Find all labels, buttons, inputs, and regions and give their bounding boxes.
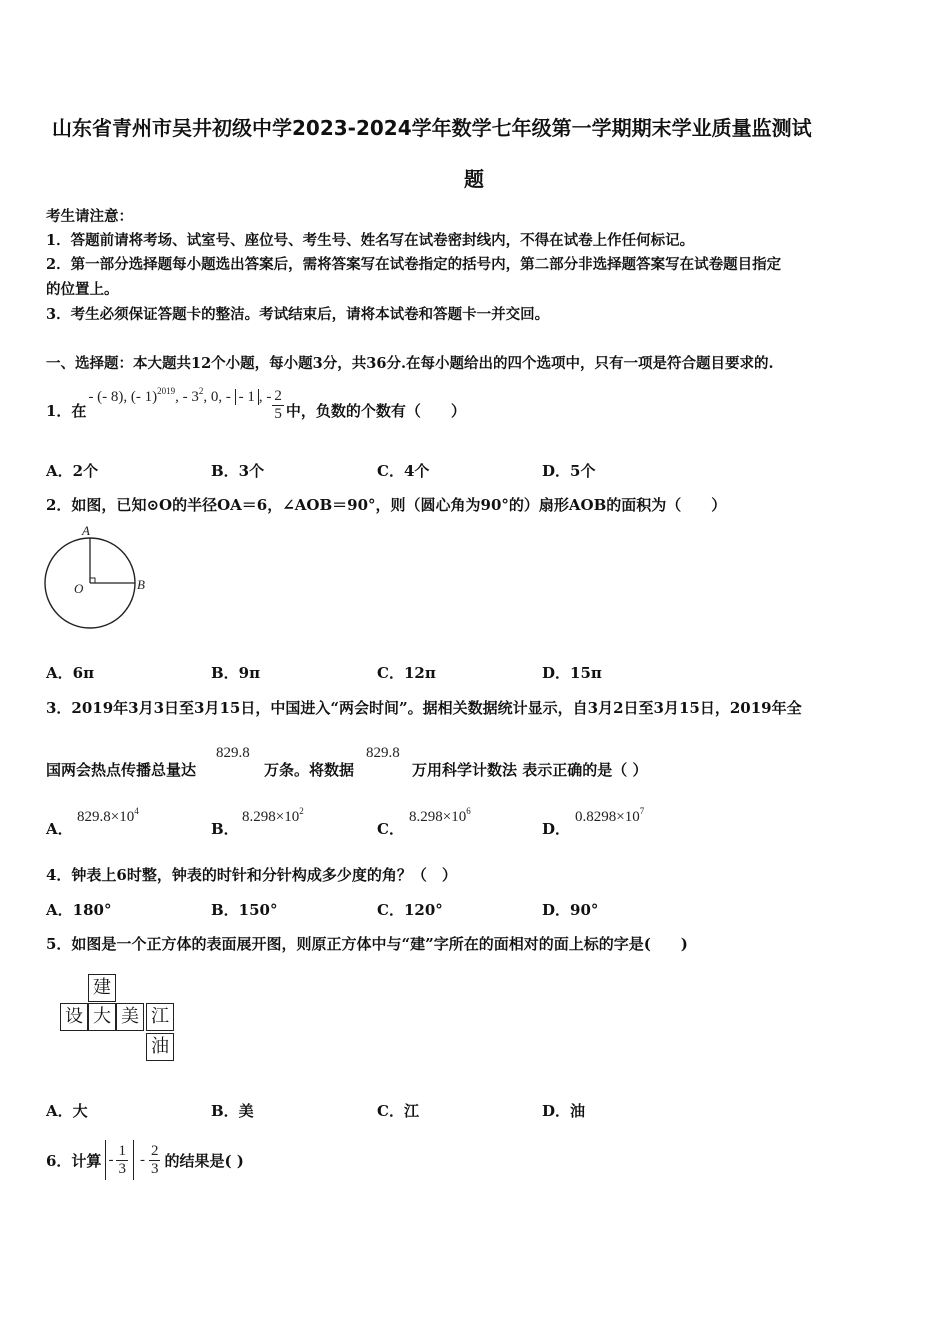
page-title: 山东省青州市吴井初级中学2023-2024学年数学七年级第一学期期末学业质量监测试	[52, 116, 812, 140]
cube-face-jiang: 江	[146, 1003, 174, 1031]
question-5: 5．如图是一个正方体的表面展开图，则原正方体中与“建”字所在的面相对的面上标的字是( )	[46, 935, 688, 953]
q3-line2-b: 万条。将数据	[264, 761, 355, 779]
q1-option-a[interactable]: A．2个	[46, 462, 99, 480]
question-1	[46, 380, 466, 430]
notice-item-1: 1．答题前请将考场、试室号、座位号、考生号、姓名写在试卷密封线内，不得在试卷上作任何标记。	[46, 232, 695, 249]
q6-fraction-1	[116, 1143, 128, 1177]
q1-option-d[interactable]: D．5个	[542, 462, 596, 480]
q3-option-d-exp: 7	[639, 806, 645, 816]
page-title-continued: 题	[464, 167, 484, 191]
q4-option-d[interactable]: D．90°	[542, 901, 599, 919]
q3-option-a-exp: 4	[134, 806, 139, 816]
q6-minus-2: -	[139, 1151, 145, 1168]
q6-fraction-2	[149, 1143, 161, 1177]
q5-option-a[interactable]: A．大	[46, 1102, 88, 1120]
cube-face-jian: 建	[88, 974, 116, 1002]
q6-suffix: 的结果是( )	[164, 1151, 244, 1170]
q2-option-d[interactable]: D．15π	[542, 664, 602, 682]
q2-option-a[interactable]: A．6π	[46, 664, 95, 682]
notice-heading: 考生请注意：	[46, 208, 133, 225]
q2-circle-figure	[40, 522, 160, 634]
q4-option-b[interactable]: B．150°	[211, 901, 278, 919]
cube-face-da: 大	[88, 1003, 116, 1031]
q3-option-c-label[interactable]: C．	[377, 820, 404, 838]
q3-number-1: 829.8	[216, 745, 250, 761]
question-2: 2．如图，已知⊙O的半径OA＝6，∠AOB＝90°，则（圆心角为90°的）扇形AOB的面积为（ ）	[46, 496, 727, 514]
q3-option-a-label[interactable]: A．	[46, 820, 73, 838]
q1-expr-d: , -	[258, 389, 272, 405]
q5-option-d[interactable]: D．油	[542, 1102, 586, 1120]
label-b: B	[137, 577, 145, 592]
q3-option-a-value[interactable]	[77, 806, 139, 826]
cube-face-you: 油	[146, 1033, 174, 1061]
q4-option-c[interactable]: C．120°	[377, 901, 443, 919]
q4-option-a[interactable]: A．180°	[46, 901, 112, 919]
q6-den-1: 3	[118, 1160, 126, 1177]
q3-option-b-label[interactable]: B．	[211, 820, 239, 838]
q3-option-c-base: 8.298×10	[409, 809, 467, 825]
q3-option-b-base: 8.298×10	[242, 809, 300, 825]
q3-option-d-base: 0.8298×10	[575, 809, 640, 825]
q1-expr-b: , - 3	[175, 389, 199, 405]
q1-expr-a: - (- 8), (- 1)	[88, 389, 158, 405]
q3-option-a-base: 829.8×10	[77, 809, 135, 825]
circle-diagram	[40, 522, 160, 634]
q1-exp-b: 2	[198, 386, 204, 396]
q1-prefix: 1．在	[46, 401, 87, 420]
q1-expr-c: , 0, -	[203, 389, 235, 405]
question-4: 4．钟表上6时整，钟表的时针和分针构成多少度的角？（ ）	[46, 866, 457, 884]
q1-option-c[interactable]: C．4个	[377, 462, 430, 480]
cube-face-she: 设	[60, 1003, 88, 1031]
q1-fraction	[272, 388, 284, 422]
q3-option-c-value[interactable]	[409, 806, 471, 826]
question-3: 3．2019年3月3日至3月15日，中国进入“两会时间”。据相关数据统计显示，自3月2日至3月15日，2019年全	[46, 699, 802, 717]
q6-num-1: 1	[118, 1143, 126, 1159]
q6-abs-right-bar	[133, 1140, 134, 1180]
q3-line2-c: 万用科学计数法 表示正确的是（ ）	[412, 761, 648, 779]
label-o: O	[74, 581, 84, 596]
q5-option-b[interactable]: B．美	[211, 1102, 254, 1120]
notice-item-3: 3．考生必须保证答题卡的整洁。考试结束后，请将本试卷和答题卡一并交回。	[46, 306, 550, 323]
notice-item-2: 2．第一部分选择题每小题选出答案后，需将答案写在试卷指定的括号内，第二部分非选择题答案写在试卷题目指定	[46, 256, 782, 273]
q1-abs-inner: - 1	[238, 389, 255, 405]
question-6	[46, 1135, 244, 1185]
q3-line2-a: 国两会热点传播总量达	[46, 761, 197, 779]
q3-option-c-exp: 6	[466, 806, 471, 816]
q1-abs-value	[235, 389, 259, 405]
q6-abs-left-bar	[105, 1140, 106, 1180]
q6-num-2: 2	[150, 1143, 159, 1159]
q2-option-c[interactable]: C．12π	[377, 664, 436, 682]
notice-item-2-cont: 的位置上。	[46, 281, 119, 298]
q3-option-d-value[interactable]	[575, 806, 644, 826]
q6-minus-1: -	[108, 1151, 114, 1168]
q3-option-b-exp: 2	[299, 806, 304, 816]
right-angle-mark	[90, 578, 95, 583]
q6-den-2: 3	[150, 1160, 159, 1177]
q3-option-d-label[interactable]: D．	[542, 820, 571, 838]
q1-exp-a: 2019	[157, 386, 176, 396]
q1-frac-num: 2	[274, 388, 282, 404]
q2-option-b[interactable]: B．9π	[211, 664, 261, 682]
cube-net-figure	[58, 974, 178, 1064]
q3-number-2: 829.8	[366, 745, 400, 761]
cube-face-mei: 美	[116, 1003, 144, 1031]
q1-option-b[interactable]: B．3个	[211, 462, 265, 480]
q6-prefix: 6．计算	[46, 1151, 102, 1170]
q1-frac-den: 5	[274, 405, 282, 422]
q1-expression	[88, 386, 271, 406]
q1-suffix: 中，负数的个数有（ ）	[285, 401, 466, 420]
section-heading: 一、选择题：本大题共12个小题，每小题3分，共36分.在每小题给出的四个选项中，只有一项是符合题目要求的.	[46, 355, 774, 372]
label-a: A	[82, 523, 90, 538]
q3-option-b-value[interactable]	[242, 806, 304, 826]
q5-option-c[interactable]: C．江	[377, 1102, 419, 1120]
